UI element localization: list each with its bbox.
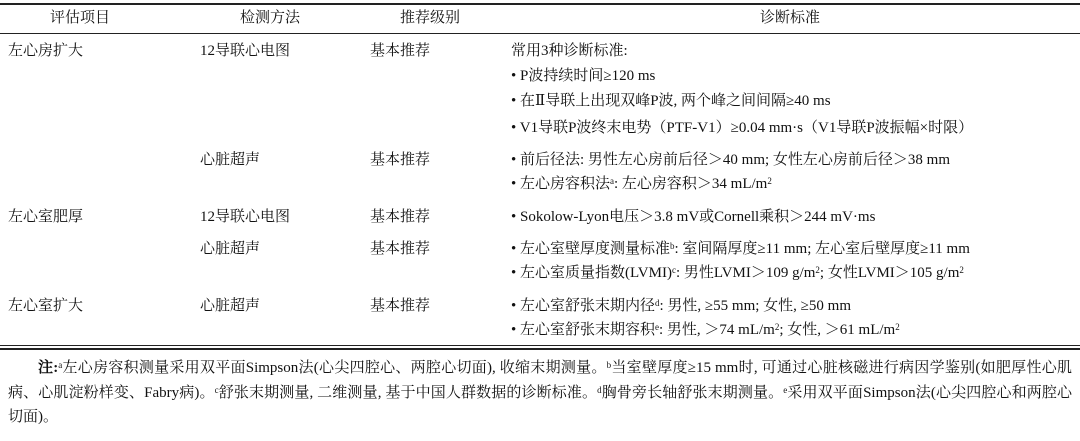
text-segment: • 左心室舒张末期内径	[511, 298, 656, 314]
superscript: e	[783, 384, 788, 395]
text-segment: 采用双平面Simpson法(心尖四腔心和两腔心切面)。	[8, 384, 1072, 425]
text-segment: : 男性, ＞74 mL/m	[659, 322, 775, 338]
superscript: e	[655, 322, 660, 332]
header-level: 推荐级别	[400, 10, 461, 26]
text-segment: • Sokolow-Lyon电压＞3.8 mV或Cornell乘积＞244 mV·ms	[511, 209, 876, 225]
text-segment: 胸骨旁长轴舒张末期测量。	[601, 384, 784, 401]
text-segment: : 男性LVMI＞109 g/m	[675, 265, 816, 281]
detection-method: 12导联心电图	[200, 209, 291, 225]
superscript: a	[610, 176, 615, 186]
superscript: 2	[959, 265, 964, 275]
superscript: 2	[774, 322, 780, 332]
superscript: a	[58, 360, 63, 370]
header-method: 检测方法	[240, 10, 301, 26]
superscript: c	[214, 384, 219, 395]
text-segment: • 左心室舒张末期容积	[511, 322, 656, 338]
criteria-line	[511, 91, 831, 111]
criteria-line	[511, 150, 950, 170]
text-segment: 当室壁厚度≥15 mm时, 可通过心脏核磁进行病因学鉴别(如肥厚性心肌病、心肌淀粉样变、Fabry病)。	[8, 360, 1072, 401]
text-segment: • V1导联P波终末电势（PTF-V1）≥0.04 mm·s（V1导联P波振幅×时限）	[511, 120, 974, 136]
recommendation-level: 基本推荐	[370, 209, 431, 225]
superscript: c	[671, 265, 676, 275]
text-segment: : 左心房容积＞34 mL/m	[614, 176, 768, 192]
superscript: b	[606, 360, 612, 370]
detection-method: 12导联心电图	[200, 43, 291, 59]
header-item: 评估项目	[50, 10, 111, 26]
criteria-line	[511, 66, 655, 86]
text-segment: • 左心室质量指数(LVMI)	[511, 265, 672, 281]
assessment-item: 左心房扩大	[8, 43, 84, 59]
criteria-line	[511, 263, 964, 283]
text-segment: 舒张末期测量, 二维测量, 基于中国人群数据的诊断标准。	[218, 384, 598, 401]
assessment-item: 左心室扩大	[8, 298, 84, 314]
superscript: 2	[815, 265, 820, 275]
criteria-line	[511, 118, 973, 138]
text-segment: : 男性, ≥55 mm; 女性, ≥50 mm	[659, 298, 851, 314]
detection-method: 心脏超声	[200, 298, 261, 314]
detection-method: 心脏超声	[200, 241, 261, 257]
superscript: 2	[895, 322, 900, 332]
text-segment: 常用3种诊断标准:	[511, 43, 628, 59]
text-segment: • 左心室壁厚度测量标准	[511, 241, 671, 257]
header-criteria: 诊断标准	[760, 10, 821, 26]
criteria-line	[511, 296, 851, 316]
recommendation-level: 基本推荐	[370, 152, 431, 168]
detection-method: 心脏超声	[200, 152, 261, 168]
superscript: d	[655, 298, 660, 308]
criteria-line	[511, 320, 900, 340]
recommendation-level: 基本推荐	[370, 298, 431, 314]
text-segment: : 室间隔厚度≥11 mm; 左心室后壁厚度≥11 mm	[674, 241, 970, 257]
table-bottom-rule-2	[0, 348, 1080, 350]
text-segment: ; 女性LVMI＞105 g/m	[819, 265, 960, 281]
table-top-rule	[0, 3, 1080, 5]
recommendation-level: 基本推荐	[370, 43, 431, 59]
text-segment: • 左心房容积法	[511, 176, 611, 192]
recommendation-level: 基本推荐	[370, 241, 431, 257]
note-label: 注:	[38, 360, 59, 376]
table-footnotes	[8, 356, 1072, 430]
header-rule	[0, 33, 1080, 34]
criteria-line	[511, 239, 970, 259]
text-segment: • P波持续时间≥120 ms	[511, 68, 656, 84]
assessment-item: 左心室肥厚	[8, 209, 84, 225]
superscript: d	[597, 384, 602, 395]
superscript: b	[670, 241, 675, 251]
table-bottom-rule-1	[0, 345, 1080, 346]
text-segment: ; 女性, ＞61 mL/m	[779, 322, 896, 338]
text-segment: • 在Ⅱ导联上出现双峰P波, 两个峰之间间隔≥40 ms	[511, 93, 831, 109]
superscript: 2	[767, 176, 772, 186]
text-segment: 左心房容积测量采用双平面Simpson法(心尖四腔心、两腔心切面), 收缩末期测量。	[62, 360, 607, 376]
criteria-line	[511, 41, 628, 61]
criteria-line	[511, 174, 772, 194]
criteria-line	[511, 207, 875, 227]
text-segment: • 前后径法: 男性左心房前后径＞40 mm; 女性左心房前后径＞38 mm	[511, 152, 951, 168]
